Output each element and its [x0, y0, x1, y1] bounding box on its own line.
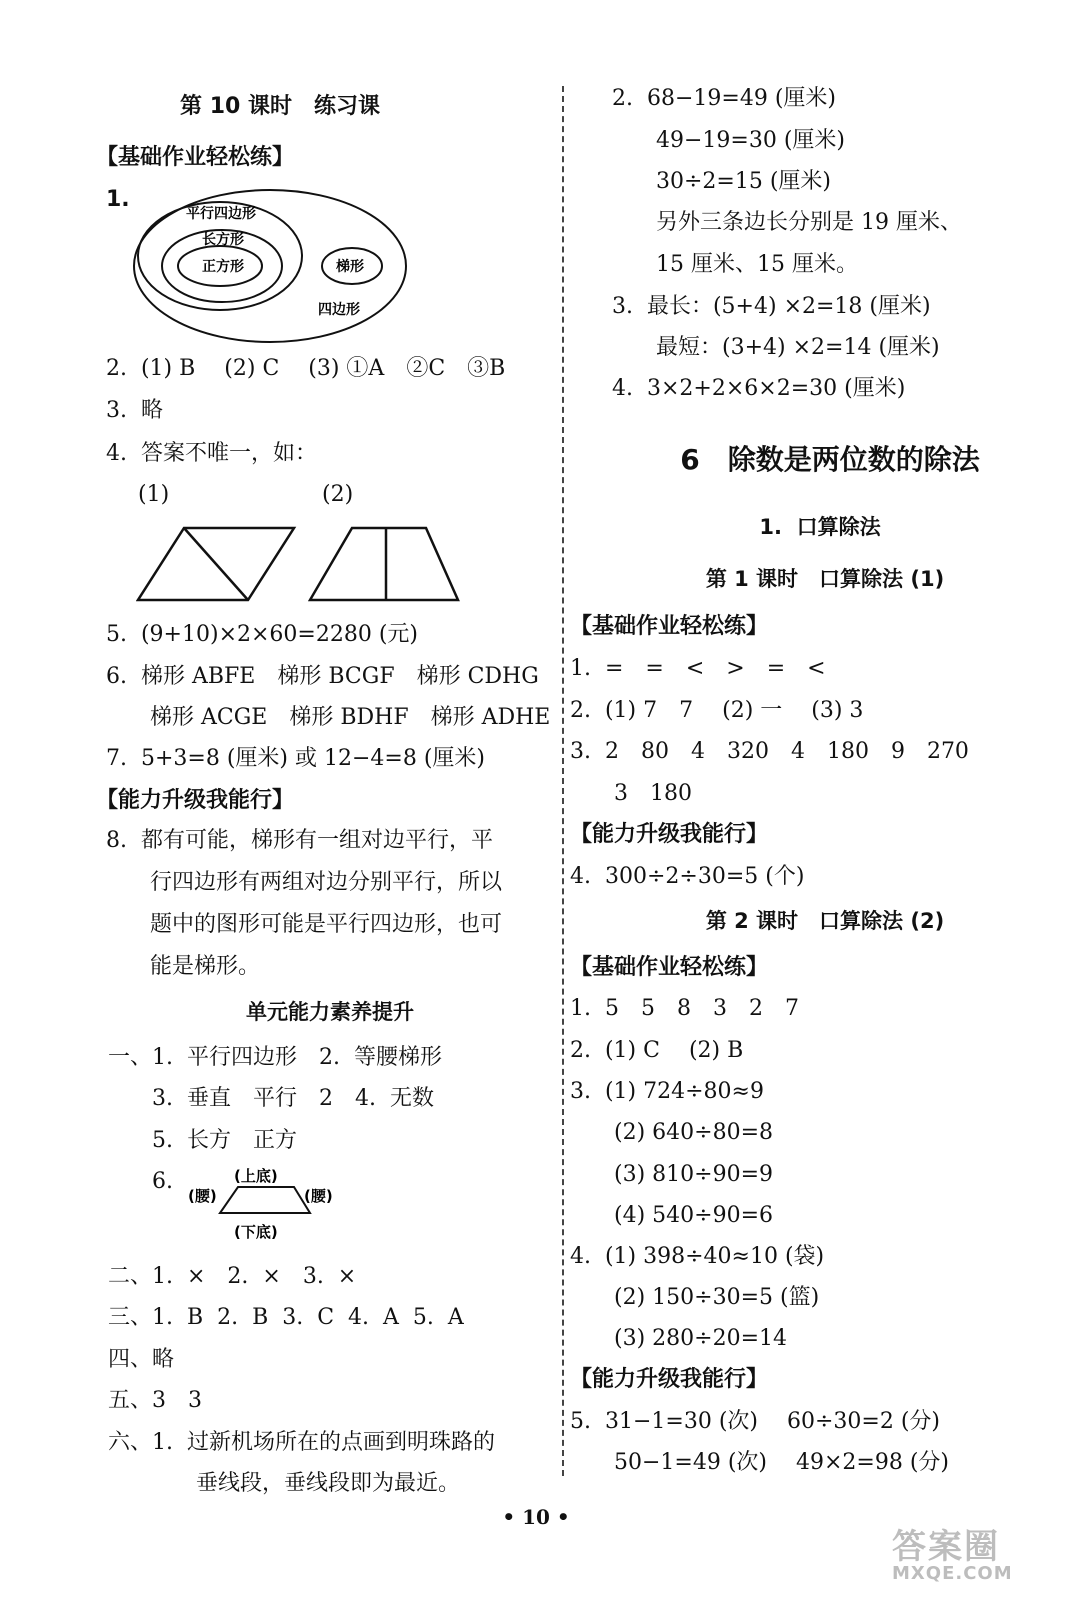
l2-q3-line4: (4) 540÷90=6: [570, 1203, 774, 1228]
trap-right-label: (腰): [304, 1187, 333, 1205]
r2-line2: 49−19=30 (厘米): [612, 128, 846, 153]
l2-q4-line2: (2) 150÷30=5 (篮): [570, 1285, 820, 1310]
watermark-line2: MXQE.COM: [892, 1563, 1013, 1584]
l2-q4-line3: (3) 280÷20=14: [570, 1326, 788, 1351]
column-divider: [562, 86, 564, 1476]
trap-left-label: (腰): [188, 1187, 217, 1205]
quadrilateral-venn-diagram: [130, 186, 410, 346]
unit-part1-line4: 6.: [108, 1169, 173, 1194]
q7-answer: 7. 5+3=8 (厘米) 或 12−4=8 (厘米): [106, 746, 485, 771]
q4-figure-trapezoid: [308, 526, 462, 604]
unit-part3: 三、1. B 2. B 3. C 4. A 5. A: [108, 1305, 464, 1330]
r2-line5: 15 厘米、15 厘米。: [612, 252, 858, 277]
l2-q1: 1. 5 5 8 3 2 7: [570, 996, 799, 1021]
l1-q4: 4. 300÷2÷30=5 (个): [570, 864, 805, 889]
unit-title: 单元能力素养提升: [246, 1000, 414, 1024]
q2-answer: 2. (1) B (2) C (3) ①A ②C ③B: [106, 356, 506, 381]
q8-answer-line3: 题中的图形可能是平行四边形，也可: [106, 912, 503, 937]
ability-header: 【能力升级我能行】: [96, 788, 295, 813]
isosceles-trapezoid-diagram: [186, 1163, 346, 1241]
l2-q3-line2: (2) 640÷80=8: [570, 1120, 774, 1145]
l2-q5-line2: 50−1=49 (次) 49×2=98 (分): [570, 1450, 950, 1475]
unit-part1-line3: 5. 长方 正方: [108, 1128, 297, 1153]
unit-part2: 二、1. × 2. × 3. ×: [108, 1264, 357, 1289]
label-square: 正方形: [202, 259, 244, 275]
q8-answer-line1: 8. 都有可能，梯形有一组对边平行，平: [106, 828, 493, 853]
q6-answer-line2: 梯形 ACGE 梯形 BDHF 梯形 ADHE: [106, 705, 551, 730]
l2-q3-line3: (3) 810÷90=9: [570, 1162, 774, 1187]
l2-q2: 2. (1) C (2) B: [570, 1038, 744, 1063]
l1-q3-line2: 3 180: [570, 781, 692, 806]
lesson1-title: 第 1 课时 口算除法 (1): [705, 567, 945, 591]
l1-q1: 1. = = < > = <: [570, 656, 826, 681]
unit-part1-line2: 3. 垂直 平行 2 4. 无数: [108, 1086, 434, 1111]
q3-answer: 3. 略: [106, 398, 163, 423]
q8-answer-line2: 行四边形有两组对边分别平行，所以: [106, 870, 503, 895]
r3-line1: 3. 最长：(5+4) ×2=18 (厘米): [612, 294, 931, 319]
r4: 4. 3×2+2×6×2=30 (厘米): [612, 376, 906, 401]
label-rectangle: 长方形: [202, 232, 244, 248]
q4-fig2-label: (2): [322, 482, 354, 507]
trap-top-label: (上底): [234, 1167, 278, 1185]
chapter-title: 6 除数是两位数的除法: [680, 443, 980, 476]
l2-q4-line1: 4. (1) 398÷40≈10 (袋): [570, 1244, 825, 1269]
watermark-line1: 答案圈: [892, 1527, 1000, 1567]
unit-part1-line1: 一、1. 平行四边形 2. 等腰梯形: [108, 1045, 442, 1070]
r2-line4: 另外三条边长分别是 19 厘米、: [612, 210, 962, 235]
watermark-logo: [892, 1527, 1042, 1586]
page-number: • 10 •: [502, 1505, 570, 1529]
q5-answer: 5. (9+10)×2×60=2280 (元): [106, 622, 419, 647]
q4-fig1-label: (1): [138, 482, 170, 507]
lesson-title: 第 10 课时 练习课: [180, 94, 380, 119]
section-title: 1. 口算除法: [759, 515, 881, 539]
trap-bottom-label: (下底): [234, 1223, 278, 1241]
q4-answer: 4. 答案不唯一，如：: [106, 441, 317, 466]
label-trapezoid: 梯形: [336, 259, 364, 275]
ability2-header: 【能力升级我能行】: [570, 1367, 769, 1392]
r2-line1: 2. 68−19=49 (厘米): [612, 86, 836, 111]
q8-answer-line4: 能是梯形。: [106, 954, 261, 979]
label-parallelogram: 平行四边形: [186, 206, 256, 222]
lesson2-title: 第 2 课时 口算除法 (2): [705, 909, 945, 933]
l2-q3-line1: 3. (1) 724÷80≈9: [570, 1079, 764, 1104]
q1-number: 1.: [106, 187, 130, 212]
unit-part6-line2: 垂线段，垂线段即为最近。: [108, 1471, 461, 1496]
q6-answer-line1: 6. 梯形 ABFE 梯形 BCGF 梯形 CDHG: [106, 664, 539, 689]
r2-line3: 30÷2=15 (厘米): [612, 169, 832, 194]
unit-part6-line1: 六、1. 过新机场所在的点画到明珠路的: [108, 1430, 495, 1455]
ability1-header: 【能力升级我能行】: [570, 822, 769, 847]
unit-part5: 五、3 3: [108, 1388, 202, 1413]
basic1-header: 【基础作业轻松练】: [570, 614, 769, 639]
q4-figure-parallelogram: [136, 526, 298, 604]
l1-q3-line1: 3. 2 80 4 320 4 180 9 270: [570, 739, 969, 764]
basic2-header: 【基础作业轻松练】: [570, 955, 769, 980]
basic-header: 【基础作业轻松练】: [96, 145, 295, 170]
r3-line2: 最短：(3+4) ×2=14 (厘米): [612, 335, 940, 360]
l1-q2: 2. (1) 7 7 (2) 一 (3) 3: [570, 698, 864, 723]
label-quadrilateral: 四边形: [318, 302, 360, 318]
l2-q5-line1: 5. 31−1=30 (次) 60÷30=2 (分): [570, 1409, 940, 1434]
unit-part4: 四、略: [108, 1347, 175, 1372]
